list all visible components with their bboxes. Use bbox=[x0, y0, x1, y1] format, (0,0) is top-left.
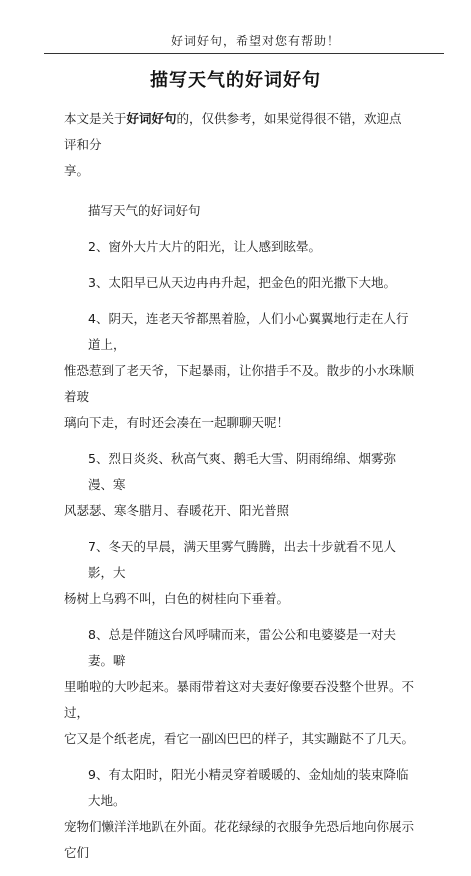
paragraph-line: 宠物们懒洋洋地趴在外面。花花绿绿的衣服争先恐后地向你展示它们 bbox=[64, 819, 415, 860]
paragraph-line: 8、总是伴随这台风呼啸而来，雷公公和电婆婆是一对夫妻。噼 bbox=[88, 627, 396, 668]
paragraph-line: 2、窗外大片大片的阳光，让人感到眩晕。 bbox=[88, 239, 321, 254]
intro-line-2: 享。 bbox=[64, 163, 90, 178]
paragraph-line: 璃向下走，有时还会凑在一起聊聊天呢！ bbox=[64, 415, 290, 430]
paragraph bbox=[64, 306, 414, 436]
paragraph-line: 4、阴天，连老天爷都黑着脸，人们小心翼翼地行走在人行道上， bbox=[88, 311, 409, 352]
paragraph bbox=[64, 198, 414, 224]
paragraph bbox=[64, 622, 414, 752]
paragraph-line: 风瑟瑟、寒冬腊月、春暖花开、阳光普照 bbox=[64, 503, 290, 518]
header-note: 好词好句，希望对您有帮助！ bbox=[170, 34, 340, 48]
paragraph-line: 描写天气的好词好句 bbox=[88, 203, 201, 218]
paragraph bbox=[64, 446, 414, 524]
paragraph-line: 3、太阳早已从天边冉冉升起，把金色的阳光撒下大地。 bbox=[88, 275, 396, 290]
paragraph-list bbox=[64, 198, 414, 866]
paragraph-line: 5、烈日炎炎、秋高气爽、鹅毛大雪、阴雨绵绵、烟雾弥漫、寒 bbox=[88, 451, 396, 492]
paragraph-line: 惟恐惹到了老天爷，下起暴雨，让你措手不及。散步的小水珠顺着玻 bbox=[64, 363, 415, 404]
intro-prefix: 本文是关于 bbox=[64, 111, 127, 126]
paragraph bbox=[64, 762, 414, 866]
paragraph bbox=[64, 234, 414, 260]
header-divider bbox=[44, 53, 444, 54]
paragraph-line: 7、冬天的早晨，满天里雾气腾腾，出去十步就看不见人影，大 bbox=[88, 539, 396, 580]
document-body bbox=[64, 106, 414, 876]
intro-line-1 bbox=[64, 106, 414, 158]
paragraph-line: 9、有太阳时，阳光小精灵穿着暖暖的、金灿灿的装束降临大地。 bbox=[88, 767, 409, 808]
paragraph-line: 里啪啦的大吵起来。暴雨带着这对夫妻好像要吞没整个世界。不过， bbox=[64, 679, 415, 720]
paragraph bbox=[64, 270, 414, 296]
paragraph-line: 杨树上乌鸦不叫，白色的树桂向下垂着。 bbox=[64, 591, 290, 606]
paragraph-line: 它又是个纸老虎，看它一副凶巴巴的样子，其实蹦跶不了几天。 bbox=[64, 731, 415, 746]
document-title: 描写天气的好词好句 bbox=[150, 70, 321, 91]
intro-paragraph bbox=[64, 106, 414, 184]
intro-keyword: 好词好句 bbox=[126, 111, 177, 126]
paragraph bbox=[64, 534, 414, 612]
intro-suffix: 的，仅供参考，如果觉得很不错，欢迎点评和分 bbox=[64, 111, 402, 152]
